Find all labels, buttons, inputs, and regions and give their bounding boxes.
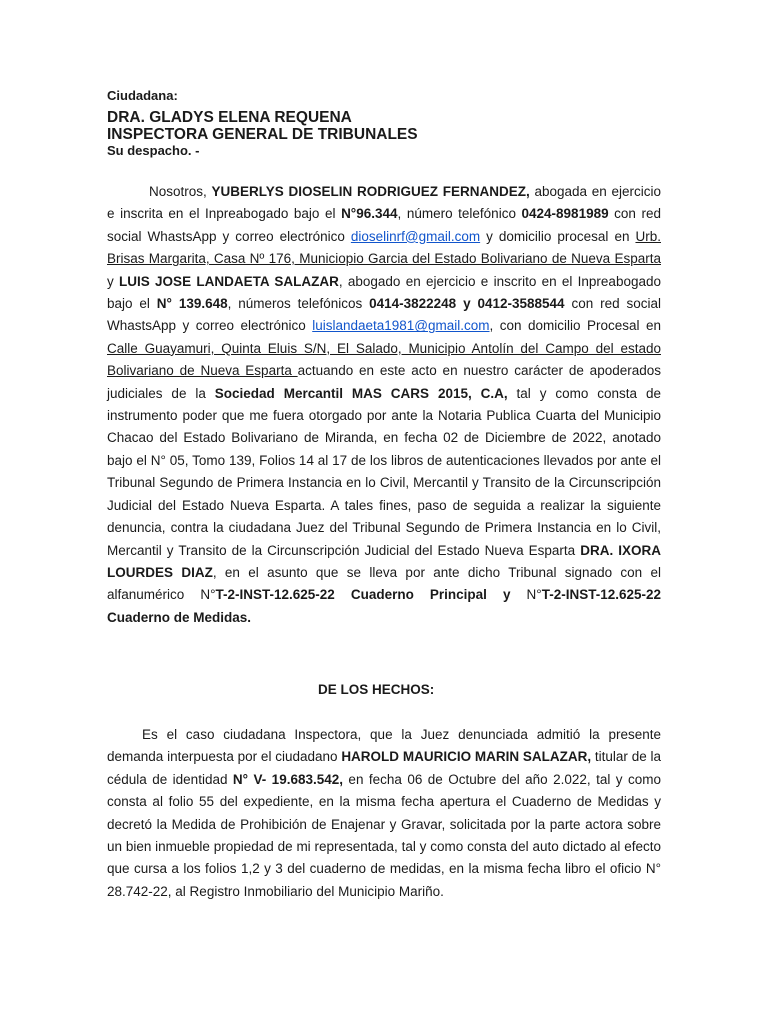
- text-span: en fecha 06 de Octubre del año 2.022, tal y como consta al folio 55 del expediente, en la misma fecha apertura el Cuaderno de Medidas y decretó la Medida de Prohibición de Enajenar y Gravar, solicitada por la parte actora sobre un bien inmueble propiedad de mi representada, tal y como consta del auto dictado al efecto que cursa a los folios 1,2 y 3 del cuaderno de medidas, en la misma fecha libro el oficio N° 28.742-22, al Registro Inmobiliario del Municipio Mariño.: [107, 771, 661, 899]
- email-link-2[interactable]: luislandaeta1981@gmail.com: [312, 318, 490, 334]
- text-span: con red social WhastsApp y correo electrónico: [107, 296, 661, 334]
- text-span: abogada en ejercicio e inscrita en el Inpreabogado bajo el: [107, 184, 661, 222]
- text-span: y domicilio procesal en: [480, 228, 636, 244]
- text-span: , número telefónico: [397, 206, 522, 222]
- text-span: , abogado en ejercicio e inscrito en el Inpreabogado bajo el: [107, 273, 661, 312]
- judge-name: DRA. IXORA LOURDES DIAZ: [107, 542, 661, 580]
- text-span: y: [107, 273, 120, 289]
- text-span: , con domicilio Procesal en: [489, 318, 661, 334]
- address-2: Calle Guayamuri, Quinta Eluis S/N, El Salado, Municipio Antolín del Campo del estado Bolivariano de Nueva Esparta: [107, 340, 661, 379]
- phone-1: 0424-8981989: [521, 206, 609, 222]
- address-1: Urb. Brisas Margarita, Casa Nº 176, Municiopio Garcia del Estado Bolivariano de Nueva Esparta: [107, 228, 661, 267]
- text-span: Nosotros,: [149, 184, 212, 199]
- case-number-principal: T-2-INST-12.625-22 Cuaderno Principal y: [215, 587, 527, 603]
- text-span: , en el asunto que se lleva por ante dicho Tribunal signado con el alfanumérico N°: [107, 564, 662, 603]
- lawyer-2-name: LUIS JOSE LANDAETA SALAZAR: [119, 273, 339, 289]
- intro-paragraph: [107, 181, 661, 629]
- addressee-title: INSPECTORA GENERAL DE TRIBUNALES: [107, 126, 418, 143]
- lawyer-1-name: YUBERLYS DIOSELIN RODRIGUEZ FERNANDEZ,: [211, 184, 530, 199]
- salutation: Ciudadana:: [107, 88, 178, 103]
- text-span: actuando en este acto en nuestro carácter de apoderados judiciales de la: [107, 363, 661, 401]
- text-span: titular de la cédula de identidad: [107, 749, 661, 787]
- text-span: tal y como consta de instrumento poder que me fuera otorgado por ante la Notaria Publica Cuarta del Municipio Chacao del Estado Bolivariano de Miranda, en fecha 02 de Diciembre de 2022, anotado bajo el N° 05, Tomo 139, Folios 14 al 17 de los libros de autenticaciones llevados por ante el Tribunal Segundo de Primera Instancia en lo Civil, Mercantil y Transito de la Circunscripción Judicial del Estado Nueva Esparta. A tales fines, paso de seguida a realizar la siguiente denuncia, contra la ciudadana Juez del Tribunal Segundo de Primera Instancia en lo Civil, Mercantil y Transito de la Circunscripción Judicial del Estado Nueva Esparta: [107, 385, 661, 558]
- inpreabogado-1: N°96.344: [341, 206, 398, 222]
- case-number-medidas: T-2-INST-12.625-22 Cuaderno de Medidas.: [107, 587, 662, 625]
- inpreabogado-2: N° 139.648: [156, 296, 228, 312]
- phones-2: 0414-3822248 y 0412-3588544: [369, 296, 565, 312]
- text-span: con red social WhastsApp y correo electrónico: [107, 206, 662, 244]
- facts-paragraph: [107, 724, 661, 903]
- section-heading: DE LOS HECHOS:: [318, 682, 435, 697]
- addressee-name: DRA. GLADYS ELENA REQUENA: [107, 109, 352, 126]
- email-link-1[interactable]: dioselinrf@gmail.com: [350, 228, 481, 244]
- text-span: N°: [526, 587, 542, 603]
- text-span: , números telefónicos: [227, 296, 370, 312]
- despacho-line: Su despacho. -: [107, 143, 200, 158]
- plaintiff-name: HAROLD MAURICIO MARIN SALAZAR,: [341, 749, 592, 765]
- cedula-number: N° V- 19.683.542,: [232, 771, 343, 787]
- text-span: Es el caso ciudadana Inspectora, que la Juez denunciada admitió la presente demanda interpuesta por el ciudadano: [107, 727, 661, 765]
- company-name: Sociedad Mercantil MAS CARS 2015, C.A,: [214, 385, 508, 401]
